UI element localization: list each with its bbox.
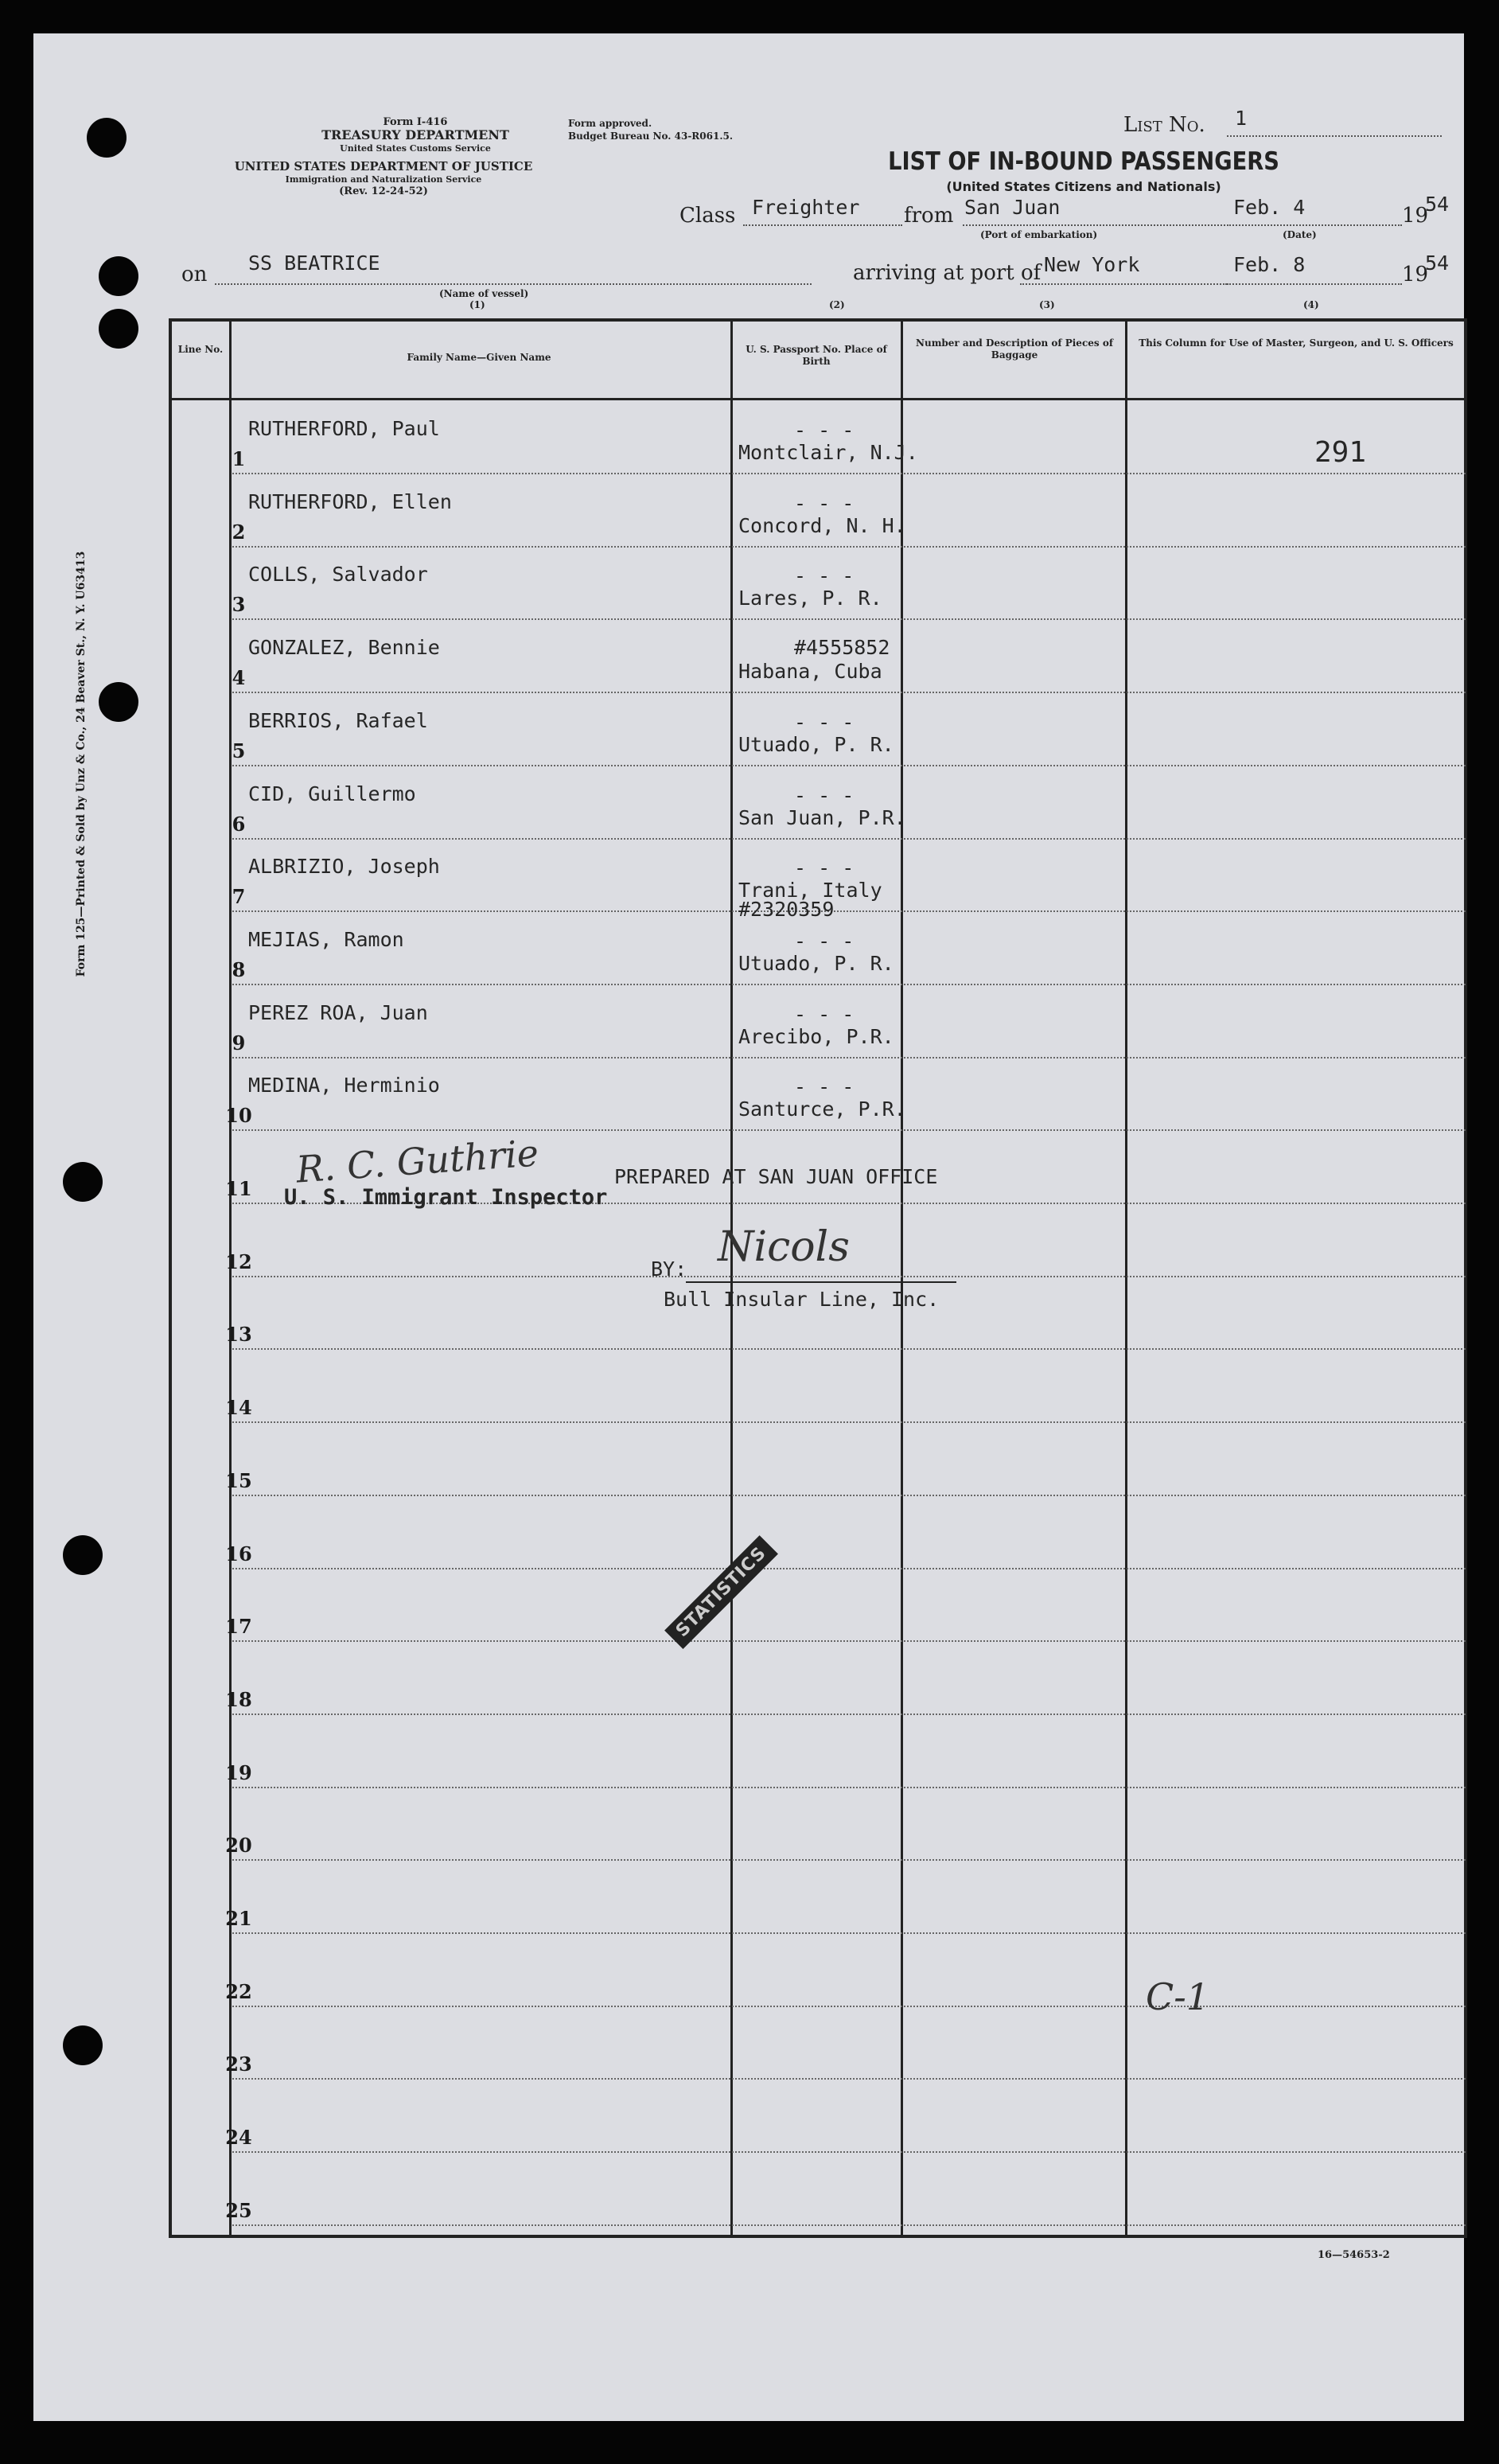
statistics-stamp: STATISTICS bbox=[664, 1535, 778, 1649]
place-of-birth: Santurce, P.R. bbox=[738, 1097, 906, 1121]
row-rule bbox=[232, 838, 1466, 840]
passenger-name: RUTHERFORD, Ellen bbox=[248, 489, 452, 513]
passport-number: - - - bbox=[794, 564, 855, 588]
row-rule bbox=[232, 1276, 1466, 1277]
line-number: 13 bbox=[225, 1323, 252, 1347]
place-of-birth: Utuado, P. R. bbox=[738, 732, 894, 756]
punch-hole bbox=[99, 256, 138, 296]
line-number: 21 bbox=[225, 1907, 252, 1930]
vessel-underline bbox=[215, 283, 812, 285]
line-number: 20 bbox=[225, 1834, 252, 1858]
col-divider-2 bbox=[730, 318, 733, 2238]
revision: (Rev. 12-24-52) bbox=[339, 185, 428, 197]
punch-hole bbox=[63, 1162, 103, 1202]
treasury-department: TREASURY DEPARTMENT bbox=[321, 127, 509, 142]
passport-number: - - - bbox=[794, 783, 855, 807]
row-rule bbox=[232, 1713, 1466, 1715]
form-title: LIST OF IN-BOUND PASSENGERS bbox=[888, 147, 1279, 176]
form-approved: Form approved. bbox=[568, 118, 652, 129]
form-number: Form I-416 bbox=[383, 116, 448, 128]
line-number: 17 bbox=[225, 1615, 252, 1639]
place-of-birth: Lares, P. R. bbox=[738, 587, 882, 610]
class-label: Class bbox=[679, 204, 736, 228]
place-of-birth: San Juan, P.R. bbox=[738, 805, 906, 829]
line-number: 18 bbox=[225, 1687, 252, 1711]
passport-number: - - - bbox=[794, 710, 855, 734]
line-number: 24 bbox=[225, 2126, 252, 2150]
line-number: 12 bbox=[225, 1250, 252, 1273]
row-rule bbox=[232, 1932, 1466, 1934]
line-number: 3 bbox=[232, 593, 246, 617]
line-number: 19 bbox=[225, 1760, 252, 1784]
place-of-birth: Concord, N. H. bbox=[738, 513, 906, 537]
passport-number: #4555852 bbox=[794, 636, 890, 660]
passenger-name: COLLS, Salvador bbox=[248, 563, 428, 587]
line-number: 6 bbox=[232, 812, 246, 836]
customs-service: United States Customs Service bbox=[340, 143, 491, 154]
passenger-name: BERRIOS, Rafael bbox=[248, 708, 428, 732]
row-rule bbox=[232, 1421, 1466, 1423]
year2-prefix: 19 bbox=[1402, 263, 1429, 287]
passport-number-extra: #2320359 bbox=[738, 898, 835, 922]
by-signature: Nicols bbox=[718, 1223, 850, 1271]
vessel-value: SS BEATRICE bbox=[248, 251, 380, 275]
col-num-2: (2) bbox=[829, 299, 845, 310]
passenger-name: RUTHERFORD, Paul bbox=[248, 417, 440, 440]
col-num-1: (1) bbox=[469, 299, 485, 310]
passport-number: - - - bbox=[794, 929, 855, 953]
place-of-birth: Trani, Italy bbox=[738, 879, 882, 903]
col-header-passport: U. S. Passport No. Place of Birth bbox=[746, 344, 887, 367]
passenger-name: PEREZ ROA, Juan bbox=[248, 1000, 428, 1024]
embarkation-label: (Port of embarkation) bbox=[980, 229, 1098, 240]
year2-value: 54 bbox=[1425, 251, 1450, 275]
col-header-officers: This Column for Use of Master, Surgeon, and U. S. Officers bbox=[1139, 337, 1454, 349]
col-divider-3 bbox=[901, 318, 903, 2238]
row-rule bbox=[232, 692, 1466, 693]
date2-value: Feb. 8 bbox=[1233, 253, 1306, 276]
vessel-label: (Name of vessel) bbox=[439, 288, 529, 299]
table-bottom-border bbox=[169, 2235, 1467, 2238]
col-divider-4 bbox=[1125, 318, 1127, 2238]
line-number: 11 bbox=[225, 1177, 252, 1200]
line-number: 22 bbox=[225, 1979, 252, 2003]
row-rule bbox=[232, 1495, 1466, 1496]
list-no-value: 1 bbox=[1235, 107, 1248, 130]
from-underline bbox=[963, 224, 1225, 226]
col-header-name: Family Name—Given Name bbox=[407, 352, 551, 363]
side-printer-text: Form 125—Printed & Sold by Unz & Co., 24 Beaver St., N. Y. U63413 bbox=[75, 551, 88, 977]
line-number: 23 bbox=[225, 2053, 252, 2076]
row-rule bbox=[232, 1057, 1466, 1059]
punch-hole bbox=[99, 309, 138, 349]
punch-hole bbox=[63, 2025, 103, 2065]
row-rule bbox=[232, 1568, 1466, 1569]
place-of-birth: Habana, Cuba bbox=[738, 660, 882, 684]
inspector-label: U. S. Immigrant Inspector bbox=[284, 1185, 608, 1210]
row-rule bbox=[232, 1859, 1466, 1861]
company-name: Bull Insular Line, Inc. bbox=[664, 1288, 940, 1311]
passport-number: - - - bbox=[794, 856, 855, 880]
by-underline bbox=[686, 1281, 956, 1283]
line-number: 4 bbox=[232, 666, 246, 690]
row-rule bbox=[232, 2006, 1466, 2007]
table-left-border bbox=[169, 318, 172, 2238]
year1-prefix: 19 bbox=[1402, 204, 1429, 228]
line-number: 5 bbox=[232, 739, 246, 762]
prepared-at: PREPARED AT SAN JUAN OFFICE bbox=[614, 1165, 938, 1188]
row-rule bbox=[232, 618, 1466, 620]
officer-note: 291 bbox=[1314, 436, 1367, 469]
from-value: San Juan bbox=[964, 196, 1061, 219]
punch-hole bbox=[87, 118, 127, 158]
place-of-birth: Utuado, P. R. bbox=[738, 951, 894, 975]
row-rule bbox=[232, 765, 1466, 766]
line-number: 10 bbox=[225, 1104, 252, 1128]
row-rule bbox=[232, 910, 1466, 912]
row-rule bbox=[232, 546, 1466, 548]
list-no-label: List No. bbox=[1123, 113, 1205, 137]
row-rule bbox=[232, 2224, 1466, 2226]
row-rule bbox=[232, 1348, 1466, 1350]
on-label: on bbox=[181, 263, 208, 287]
table-top-border bbox=[169, 318, 1467, 322]
punch-hole bbox=[99, 682, 138, 722]
line-number: 9 bbox=[232, 1031, 246, 1055]
line-number: 2 bbox=[232, 520, 246, 544]
passport-number: - - - bbox=[794, 419, 855, 442]
line-number: 16 bbox=[225, 1542, 252, 1565]
row-rule bbox=[232, 1787, 1466, 1788]
place-of-birth: Arecibo, P.R. bbox=[738, 1024, 894, 1048]
line-number: 15 bbox=[225, 1468, 252, 1492]
passenger-name: MEDINA, Herminio bbox=[248, 1074, 440, 1097]
inspector-signature: R. C. Guthrie bbox=[294, 1131, 540, 1191]
footer-code: 16—54653-2 bbox=[1318, 2249, 1390, 2261]
passenger-name: MEJIAS, Ramon bbox=[248, 927, 404, 951]
row-rule bbox=[232, 473, 1466, 474]
passenger-name: ALBRIZIO, Joseph bbox=[248, 855, 440, 879]
class-value: Freighter bbox=[752, 196, 860, 219]
passport-number: - - - bbox=[794, 491, 855, 515]
c1-note: C-1 bbox=[1146, 1975, 1210, 2018]
date-label: (Date) bbox=[1283, 229, 1317, 240]
row-rule bbox=[232, 1640, 1466, 1642]
form-subtitle: (United States Citizens and Nationals) bbox=[946, 179, 1221, 194]
row-rule bbox=[232, 2151, 1466, 2153]
col-num-3: (3) bbox=[1039, 299, 1055, 310]
row-rule bbox=[232, 2078, 1466, 2080]
line-number: 7 bbox=[232, 885, 246, 909]
budget-bureau: Budget Bureau No. 43-R061.5. bbox=[568, 131, 734, 142]
line-number: 1 bbox=[232, 447, 246, 470]
from-label: from bbox=[904, 204, 954, 228]
row-rule bbox=[232, 1129, 1466, 1131]
passport-number: - - - bbox=[794, 1002, 855, 1026]
year1-value: 54 bbox=[1425, 193, 1450, 216]
line-number: 14 bbox=[225, 1396, 252, 1420]
date2-underline bbox=[1227, 283, 1402, 285]
col-header-line-no: Line No. bbox=[177, 344, 224, 355]
document-page bbox=[33, 33, 1464, 2421]
col-header-baggage: Number and Description of Pieces of Baggage bbox=[916, 337, 1113, 361]
arriving-label: arriving at port of bbox=[853, 261, 1042, 285]
date1-value: Feb. 4 bbox=[1233, 196, 1306, 219]
passenger-name: CID, Guillermo bbox=[248, 782, 416, 805]
justice-department: UNITED STATES DEPARTMENT OF JUSTICE bbox=[234, 159, 533, 173]
ins-service: Immigration and Naturalization Service bbox=[285, 174, 482, 185]
passport-number: - - - bbox=[794, 1075, 855, 1099]
date1-underline bbox=[1227, 224, 1402, 226]
punch-hole bbox=[63, 1535, 103, 1575]
list-no-underline bbox=[1227, 135, 1442, 137]
class-underline bbox=[743, 224, 902, 226]
passenger-name: GONZALEZ, Bennie bbox=[248, 636, 440, 660]
line-number: 8 bbox=[232, 957, 246, 981]
line-number: 25 bbox=[225, 2198, 252, 2222]
table-right-border bbox=[1464, 318, 1467, 2238]
port-value: New York bbox=[1044, 253, 1140, 276]
col-num-4: (4) bbox=[1303, 299, 1319, 310]
place-of-birth: Montclair, N.J. bbox=[738, 441, 918, 464]
table-header-border bbox=[169, 398, 1467, 400]
port-underline bbox=[1020, 283, 1227, 285]
by-label: BY: bbox=[651, 1257, 687, 1281]
row-rule bbox=[232, 984, 1466, 985]
